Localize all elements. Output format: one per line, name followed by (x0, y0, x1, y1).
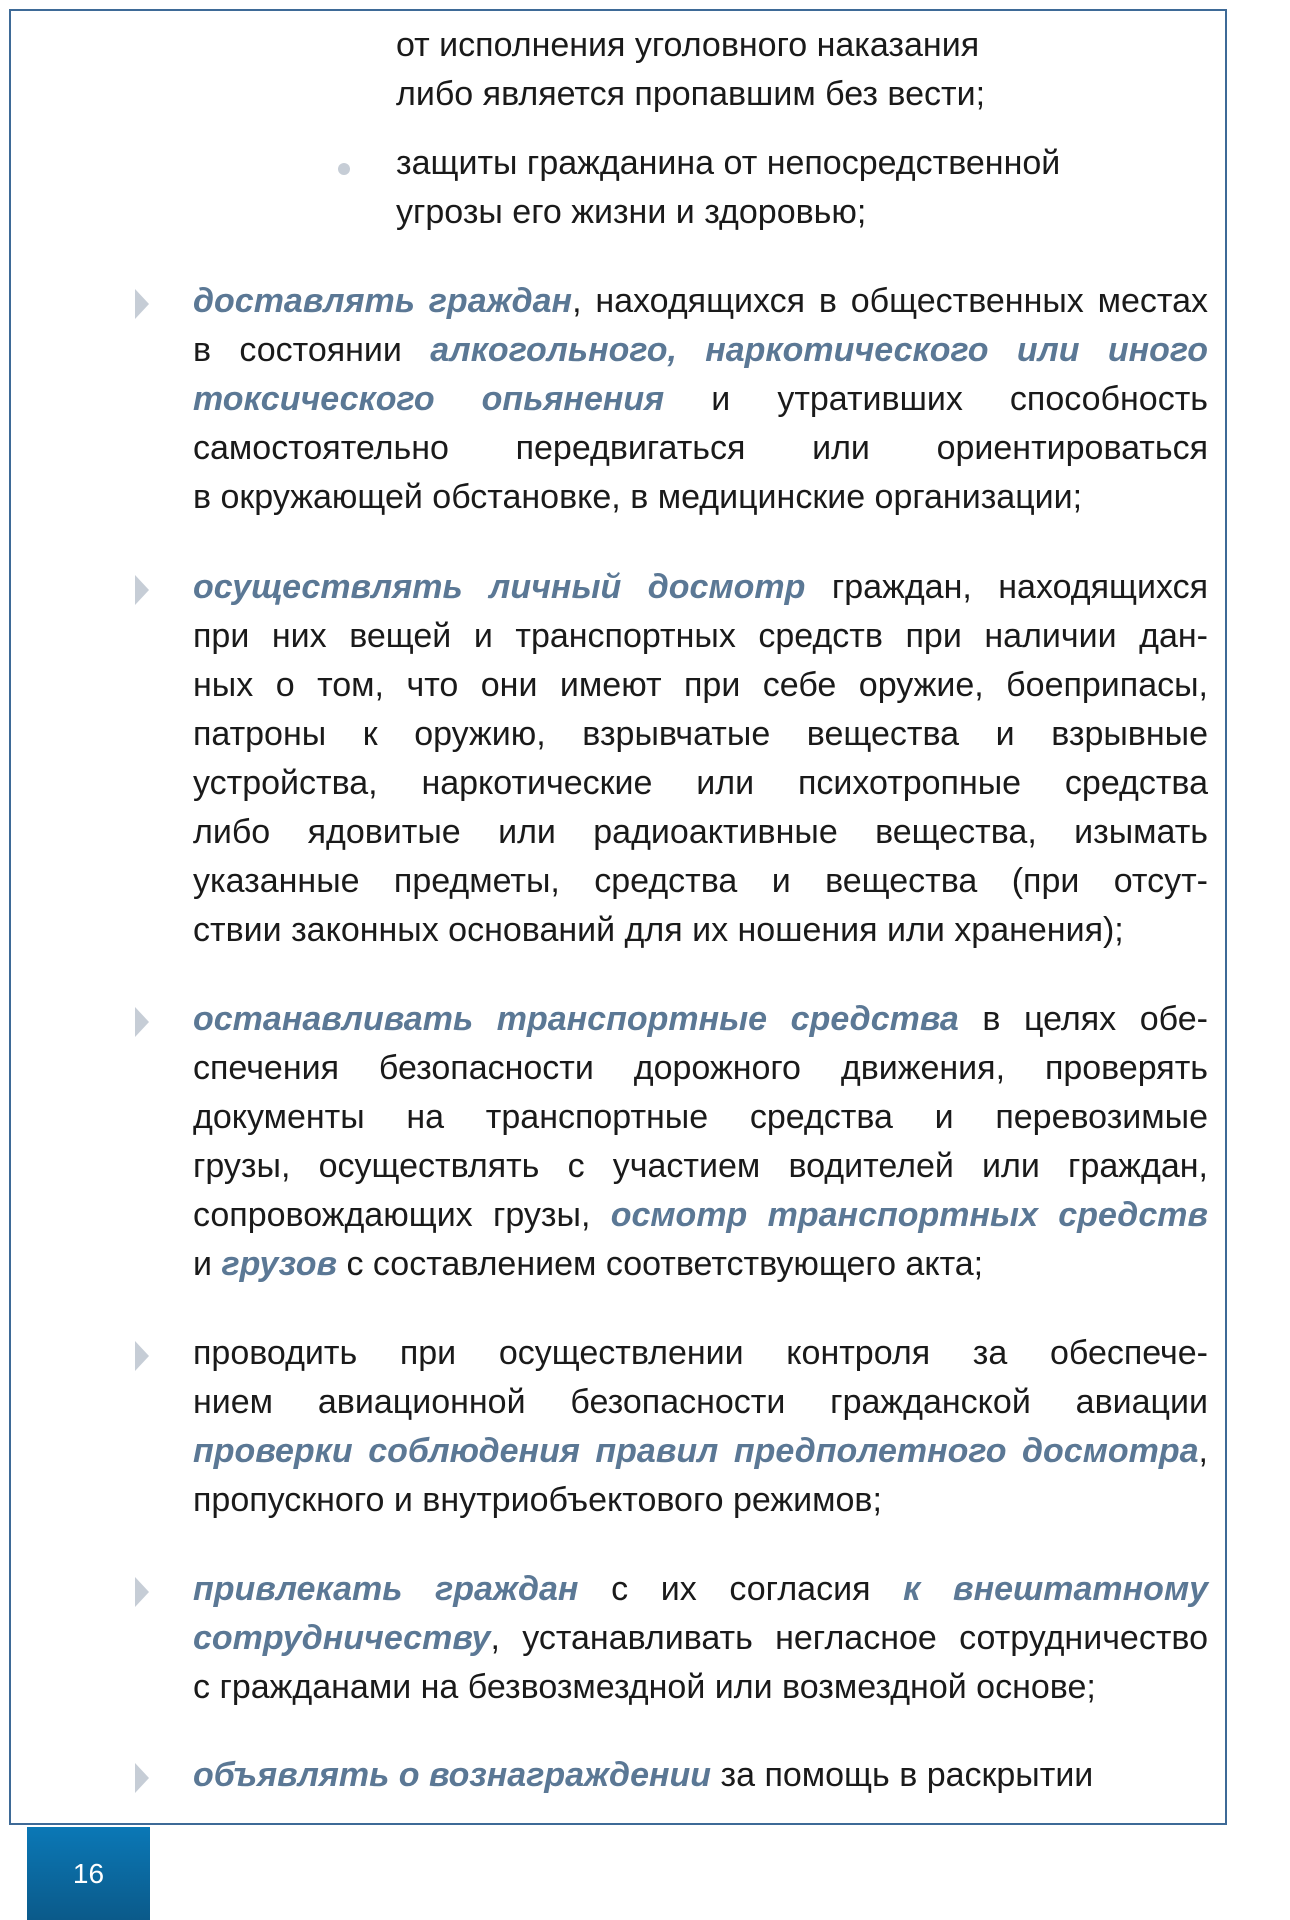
text: , (1198, 1432, 1208, 1470)
text: , находящихся в общественных местах (572, 282, 1208, 320)
text: либо является пропавшим без вести; (396, 75, 986, 113)
text-line (193, 1329, 1208, 1378)
text-line (193, 375, 1208, 424)
text: в состоянии (193, 331, 431, 369)
text: спечения безопасности дорожного движения, проверять (193, 1049, 1208, 1087)
text: нием авиационной безопасности гражданской авиации (193, 1383, 1208, 1421)
text-line (193, 1476, 1208, 1525)
page-number: 16 (27, 1827, 150, 1920)
text: ствии законных оснований для их ношения или хранения); (193, 911, 1124, 949)
text-line (193, 612, 1208, 661)
text: граждан, находящихся (805, 568, 1208, 606)
text: самостоятельно передвигаться или ориентироваться (193, 429, 1208, 467)
text-line (193, 995, 1208, 1044)
text: устройства, наркотические или психотропные средства (193, 764, 1208, 802)
text: от исполнения уголовного наказания (396, 26, 980, 64)
text: патроны к оружию, взрывчатые вещества и взрывные (193, 715, 1208, 753)
text-line (193, 277, 1208, 326)
list-item (396, 21, 1076, 119)
text-line (193, 1044, 1208, 1093)
text-line (193, 1663, 1208, 1712)
text-line (193, 661, 1208, 710)
text: грузы, осуществлять с участием водителей или граждан, (193, 1147, 1208, 1185)
text: документы на транспортные средства и перевозимые (193, 1098, 1208, 1136)
text: с составлением соответствующего акта; (337, 1245, 984, 1283)
text-line (193, 473, 1208, 522)
emphasized-text: объявлять о вознаграждении (193, 1756, 712, 1794)
text: в окружающей обстановке, в медицинские организации; (193, 478, 1083, 516)
emphasized-text: проверки соблюдения правил предполетного досмотра (193, 1432, 1199, 1470)
emphasized-text: сотрудничеству (193, 1619, 491, 1657)
triangle-bullet-icon (135, 1577, 149, 1607)
emphasized-text: доставлять граждан (193, 282, 573, 320)
text-line (193, 1427, 1208, 1476)
text: угрозы его жизни и здоровью; (396, 193, 867, 231)
text: и утративших способность (664, 380, 1208, 418)
text: ных о том, что они имеют при себе оружие, боеприпасы, (193, 666, 1208, 704)
text-line (193, 1378, 1208, 1427)
emphasized-text: токсического опьянения (193, 380, 665, 418)
text: при них вещей и транспортных средств при наличии дан- (193, 617, 1208, 655)
triangle-bullet-icon (135, 1341, 149, 1371)
emphasized-text: осуществлять личный досмотр (193, 568, 806, 606)
text: проводить при осуществлении контроля за обеспече- (193, 1334, 1208, 1372)
list-item (193, 277, 1208, 522)
text-line (193, 1240, 1208, 1289)
emphasized-text: осмотр транспортных средств (610, 1196, 1209, 1234)
text-line (193, 1142, 1208, 1191)
emphasized-text: к внештатному (903, 1570, 1208, 1608)
text-line (396, 188, 1196, 237)
text: с их согласия (578, 1570, 904, 1608)
emphasized-text: привлекать граждан (193, 1570, 579, 1608)
list-item (193, 1329, 1208, 1525)
list-item (396, 139, 1196, 237)
text: и (193, 1245, 222, 1283)
triangle-bullet-icon (135, 575, 149, 605)
text-line (193, 710, 1208, 759)
text-line (193, 563, 1208, 612)
text-line (193, 326, 1208, 375)
text-line (193, 906, 1208, 955)
dot-bullet-icon (338, 163, 350, 175)
text: с гражданами на безвозмездной или возмездной основе; (193, 1668, 1096, 1706)
text-line (193, 1751, 1208, 1800)
list-item (193, 1751, 1208, 1800)
text-line (193, 1614, 1208, 1663)
text-line (193, 1093, 1208, 1142)
text: за помощь в раскрытии (711, 1756, 1094, 1794)
triangle-bullet-icon (135, 1007, 149, 1037)
text: либо ядовитые или радиоактивные вещества, изымать (193, 813, 1208, 851)
text: указанные предметы, средства и вещества (при отсут- (193, 862, 1208, 900)
emphasized-text: останавливать транспортные средства (193, 1000, 959, 1038)
text-line (193, 759, 1208, 808)
text: пропускного и внутриобъектового режимов; (193, 1481, 882, 1519)
list-item (193, 995, 1208, 1289)
emphasized-text: грузов (221, 1245, 338, 1283)
text-line (396, 21, 1076, 70)
triangle-bullet-icon (135, 289, 149, 319)
text-line (396, 70, 1076, 119)
text: сопровождающих грузы, (193, 1196, 611, 1234)
text-line (193, 1191, 1208, 1240)
text: защиты гражданина от непосредственной (396, 144, 1061, 182)
list-item (193, 563, 1208, 955)
text-line (193, 1565, 1208, 1614)
emphasized-text: алкогольного, наркотического или иного (430, 331, 1208, 369)
text-line (193, 424, 1208, 473)
text-line (193, 857, 1208, 906)
text-line (396, 139, 1196, 188)
text: , устанавливать негласное сотрудничество (490, 1619, 1208, 1657)
text: в целях обе- (958, 1000, 1208, 1038)
triangle-bullet-icon (135, 1763, 149, 1793)
list-item (193, 1565, 1208, 1712)
text-line (193, 808, 1208, 857)
